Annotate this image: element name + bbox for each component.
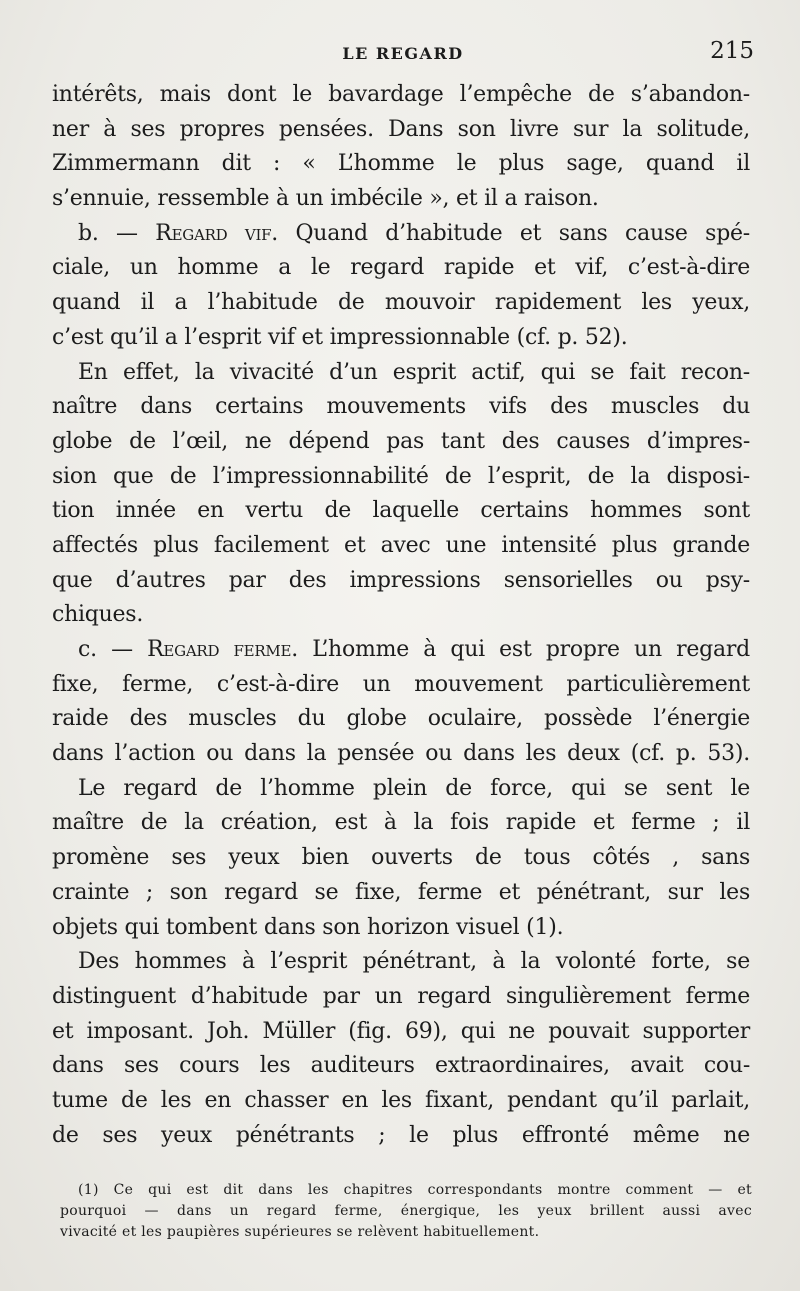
text-line: dans ses cours les auditeurs extraordinaires, avait cou- <box>52 1053 750 1079</box>
text-line: naître dans certains mouvements vifs des muscles du <box>52 394 750 420</box>
text-line: objets qui tombent dans son horizon visuel (1). <box>52 914 564 940</box>
section-heading-line <box>52 633 750 668</box>
section-text: Quand d’habitude et sans cause spé- <box>278 220 750 246</box>
text-line: En effet, la vivacité d’un esprit actif, qui se fait recon- <box>78 359 750 385</box>
text-line: Zimmermann dit : « L’homme le plus sage, quand il <box>52 151 750 177</box>
text-line: ciale, un homme a le regard rapide et vif, c’est-à-dire <box>52 255 750 281</box>
text-line: Le regard de l’homme plein de force, qui se sent le <box>78 775 750 801</box>
text-line: promène ses yeux bien ouverts de tous côtés , sans <box>52 845 750 871</box>
text-line: tume de les en chasser en les fixant, pendant qu’il parlait, <box>52 1087 750 1113</box>
body-text <box>52 78 750 1153</box>
section-marker: c. — <box>78 637 148 662</box>
text-line: sion que de l’impressionnabilité de l’esprit, de la disposi- <box>52 463 750 489</box>
text-line: distinguent d’habitude par un regard singulièrement ferme <box>52 983 750 1009</box>
text-line: fixe, ferme, c’est-à-dire un mouvement particulièrement <box>52 671 750 697</box>
section-title: Regard vif. <box>155 220 279 246</box>
text-line: raide des muscles du globe oculaire, possède l’énergie <box>52 706 750 732</box>
text-line: crainte ; son regard se fixe, ferme et pénétrant, sur les <box>52 879 750 905</box>
text-line: maître de la création, est à la fois rapide et ferme ; il <box>52 810 750 836</box>
running-title: LE REGARD <box>342 44 464 63</box>
page-number: 215 <box>710 38 754 64</box>
text-line: tion innée en vertu de laquelle certains hommes sont <box>52 498 750 524</box>
footnote <box>60 1180 752 1243</box>
section-marker: b. — <box>78 220 156 246</box>
footnote-line: pourquoi — dans un regard ferme, énergique, les yeux brillent aussi avec <box>60 1203 752 1219</box>
text-line: que d’autres par des impressions sensorielles ou psy- <box>52 567 750 593</box>
section-heading-line <box>52 217 750 252</box>
text-line: globe de l’œil, ne dépend pas tant des causes d’impres- <box>52 428 750 454</box>
text-line: affectés plus facilement et avec une intensité plus grande <box>52 532 750 558</box>
section-text: L’homme à qui est propre un regard <box>297 637 750 662</box>
text-line: ner à ses propres pensées. Dans son livre sur la solitude, <box>52 116 750 142</box>
text-line: c’est qu’il a l’esprit vif et impressionnable (cf. p. 52). <box>52 324 628 350</box>
page-header <box>52 38 754 68</box>
text-line: quand il a l’habitude de mouvoir rapidement les yeux, <box>52 290 750 316</box>
section-title: Regard ferme. <box>147 637 298 662</box>
text-line: s’ennuie, ressemble à un imbécile », et il a raison. <box>52 186 599 212</box>
text-line: dans l’action ou dans la pensée ou dans les deux (cf. p. 53). <box>52 741 750 767</box>
footnote-line: (1) Ce qui est dit dans les chapitres correspondants montre comment — et <box>78 1182 752 1198</box>
text-line: Des hommes à l’esprit pénétrant, à la volonté forte, se <box>78 949 750 975</box>
text-line: intérêts, mais dont le bavardage l’empêche de s’abandon- <box>52 82 750 107</box>
footnote-line: vivacité et les paupières supérieures se relèvent habituellement. <box>60 1224 540 1240</box>
text-line: chiques. <box>52 602 144 628</box>
text-line: et imposant. Joh. Müller (fig. 69), qui ne pouvait supporter <box>52 1018 750 1044</box>
text-line: de ses yeux pénétrants ; le plus effronté même ne <box>52 1122 750 1148</box>
